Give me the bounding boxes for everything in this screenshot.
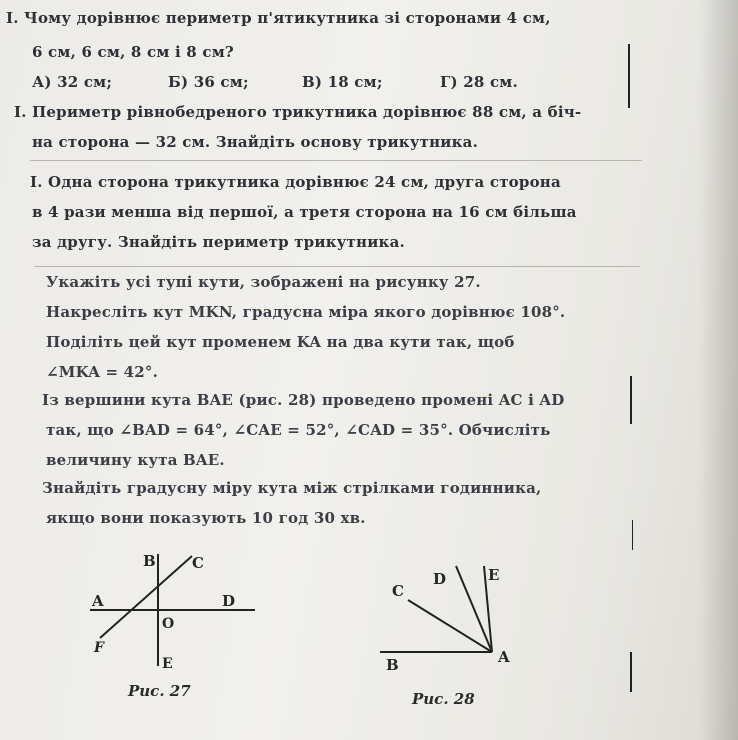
problem-6-line-3: величину кута BAE. [46,451,225,469]
problem-2-line-2: на сторона — 32 см. Знайдіть основу трикутника. [32,133,479,151]
problem-1-line-1: І. Чому дорівнює периметр п'ятикутника зі сторонами 4 см, [6,9,551,27]
margin-mark [628,44,630,108]
label-c: C [192,554,204,572]
label-a: A [92,592,104,610]
problem-3-line-2: в 4 рази менша від першої, а третя сторона на 16 см більша [32,203,577,221]
section-rule [30,160,642,161]
problem-7-line-1: Знайдіть градусну міру кута між стрілками годинника, [42,479,542,497]
margin-mark [630,376,632,424]
ray-ac [408,600,492,652]
label-d: D [222,592,236,610]
figure-28 [370,556,530,676]
section-rule [34,266,640,267]
problem-1-option-d: Г) 28 см. [440,73,518,91]
label-f: F [94,640,104,656]
problem-5-line-1: Накресліть кут MKN, градусна міра якого дорівнює 108°. [46,303,566,321]
page-shadow [698,0,738,740]
problem-6-line-1: Із вершини кута BAE (рис. 28) проведено промені AC і AD [42,391,565,409]
figure-28-caption: Рис. 28 [412,690,475,708]
label-c: C [392,582,404,600]
problem-5-line-3: ∠MKA = 42°. [46,363,159,381]
margin-mark [632,520,633,550]
label-o: O [162,616,175,632]
problem-7-line-2: якщо вони показують 10 год 30 хв. [46,509,366,527]
label-d: D [433,570,447,588]
figure-27-caption: Рис. 27 [128,682,191,700]
label-b: B [386,656,399,674]
margin-mark [630,652,632,692]
label-a: A [498,648,510,666]
label-b: B [143,552,156,570]
problem-3-line-1: І. Одна сторона трикутника дорівнює 24 см, друга сторона [30,173,561,191]
problem-5-line-2: Поділіть цей кут променем KA на два кути так, щоб [46,333,515,351]
problem-1-option-b: Б) 36 см; [168,73,249,91]
problem-3-line-3: за другу. Знайдіть периметр трикутника. [32,233,405,251]
label-e: E [162,656,173,672]
problem-1-option-a: А) 32 см; [32,73,113,91]
problem-1-line-2: 6 см, 6 см, 8 см і 8 см? [32,43,234,61]
problem-4-line-1: Укажіть усі тупі кути, зображені на рисунку 27. [46,273,481,291]
problem-2-line-1: Ι. Периметр рівнобедреного трикутника дорівнює 88 см, а біч- [14,103,582,121]
problem-1-option-c: В) 18 см; [302,73,383,91]
figure-27 [80,546,260,676]
problem-6-line-2: так, що ∠BAD = 64°, ∠CAE = 52°, ∠CAD = 35°. Обчисліть [46,421,551,439]
ray-ad [456,566,492,652]
label-e: E [488,566,500,584]
